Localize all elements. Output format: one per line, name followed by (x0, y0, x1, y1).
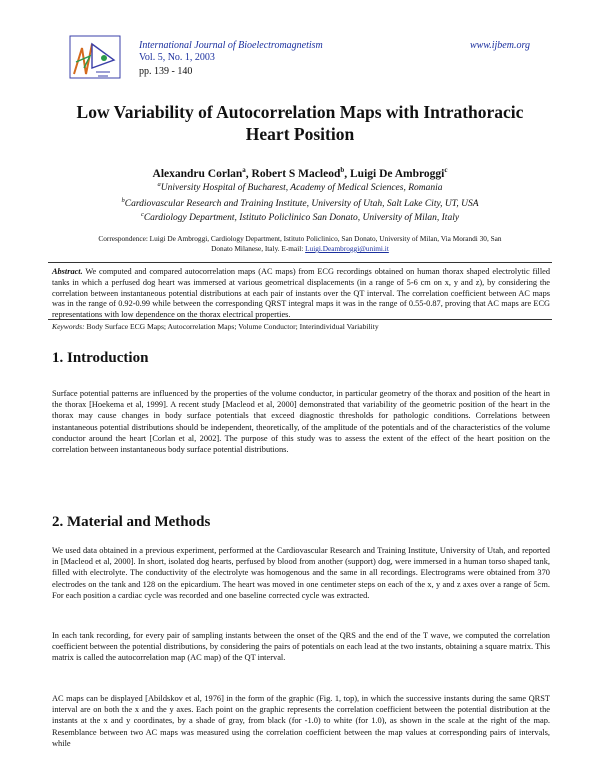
email-link[interactable]: Luigi.Deambroggi@unimi.it (305, 244, 389, 253)
author-affil-mark: c (444, 166, 448, 174)
abstract-label: Abstract. (52, 267, 83, 276)
section-heading-introduction: 1. Introduction (52, 350, 149, 366)
methods-paragraph-1: We used data obtained in a previous experiment, performed at the Cardiovascular Research and Training Institute, University of Utah, and reported in [Macleod et al, 2000]. In short, isolated dog hearts, perfused by blood from another (support) dog, were immersed in a human torso shaped tank, filled with electrolyte. The conductivity of the electrolyte was homogenous and the same in all recordings. Electrograms were obtained from 370 electrodes on the tank and 128 on the epicardium. The heart was moved in one centimeter steps on each of the x, y and z axes over a range of 5cm. For each position a cardiac cycle was recorded and one baseline corrected cycle was extracted. (52, 546, 550, 600)
author-name: Robert S Macleod (251, 167, 341, 180)
affil-text: University Hospital of Bucharest, Academy of Medical Sciences, Romania (160, 183, 443, 194)
keywords-label: Keywords: (52, 322, 85, 331)
affil-mark: c (140, 211, 144, 218)
affil-text: Cardiology Department, Istituto Policlinico San Donato, University of Milan, Italy (143, 213, 460, 224)
correspondence-line-2 (54, 244, 546, 254)
paper-title (40, 101, 560, 145)
methods-paragraph-2: In each tank recording, for every pair of sampling instants between the onset of the QRS and the end of the T wave, we computed the correlation coefficient between the potential distributions, by considering the pairs of potentials on each lead at the two instants, obtaining a square matrix. This matrix is called the autocorrelation map (AC map) of the QT interval. (52, 631, 550, 663)
ijbem-logo-icon (62, 34, 130, 84)
affiliation-b (40, 195, 560, 210)
affiliation-a (40, 179, 560, 194)
page-range: pp. 139 - 140 (139, 66, 193, 77)
correspondence-text: Donato Milanese, Italy. E-mail: (211, 244, 306, 253)
author-separator: , (245, 167, 252, 180)
title-line-1: Low Variability of Autocorrelation Maps with Intrathoracic (76, 102, 524, 122)
affiliation-c (40, 209, 560, 224)
keywords-text: Body Surface ECG Maps; Autocorrelation Maps; Volume Conductor; Interindividual Variability (84, 322, 379, 331)
affil-text: Cardiovascular Research and Training Institute, University of Utah, Salt Lake City, UT, USA (124, 199, 479, 210)
author-separator: , (344, 167, 350, 180)
abstract (48, 265, 552, 321)
correspondence (54, 234, 546, 254)
section-heading-methods: 2. Material and Methods (52, 514, 211, 530)
keywords (52, 322, 552, 332)
journal-name: International Journal of Bioelectromagnetism (139, 40, 323, 51)
author-affil-mark: b (340, 166, 345, 174)
correspondence-line-1: Correspondence: Luigi De Ambroggi, Cardiology Department, Istituto Policlinico, San Donato, University of Milan, Via Morandi 30, San (98, 234, 502, 243)
abstract-text: We computed and compared autocorrelation maps (AC maps) from ECG recordings obtained on human thorax shaped electrolytic filled tanks in which a perfused dog heart was immersed at various geometrical displacements (in a range of 5-6 cm on x, y and z), by considering the correlation between instantaneous potential distributions at each pair of instants over the QT interval. The correlation coefficient between AC maps was in the range of 0.92-0.99 while between the corresponding QRST integral maps it was in the range of 0.55-0.87, proving that AC maps are ECG representations with low dependence on the thorax electrical properties. (52, 267, 550, 320)
methods-paragraph-3: AC maps can be displayed [Abildskov et al, 1976] in the form of the graphic (Fig. 1, top), in which the successive instants during the same QRST interval are on both the x and the y axes. Each point on the graphic represents the correlation coefficient between the potential distribution at the instants at the x and y coordinates, by a shade of gray, from black (for -1.0) to white (for 1.0), as shown in the scale at the right of the map. Resemblance between two AC maps was measured using the correlation coefficient between the map values at corresponding pairs of intervals, while (52, 694, 550, 748)
title-line-2: Heart Position (245, 124, 355, 144)
author-name: Luigi De Ambroggi (350, 167, 445, 180)
journal-volume: Vol. 5, No. 1, 2003 (139, 52, 215, 63)
author-name: Alexandru Corlan (152, 167, 243, 180)
affil-mark: b (121, 197, 125, 204)
affil-mark: a (157, 181, 161, 188)
intro-paragraph: Surface potential patterns are influenced by the properties of the volume conductor, in particular geometry of the thorax and position of the heart in the thorax [Hoekema et al, 1999]. A recent study [Macleod et al, 2000] demonstrated that variability of the geometric position of the heart in the thorax may cause changes in body surface potentials that exceed diagnostic thresholds for pathologic conditions. Correlations between instantaneous potential distributions should be independent, theoretically, of the amplitude of the potentials and of the characteristics of the volume conductor around the heart [Corlan et al, 2002]. The purpose of this study was to assess the extent of the effect of the heart position on the correlation between instantaneous body surface potential distributions. (52, 389, 550, 455)
abstract-box (48, 262, 552, 320)
author-affil-mark: a (242, 166, 246, 174)
journal-url-link[interactable]: www.ijbem.org (469, 40, 530, 51)
